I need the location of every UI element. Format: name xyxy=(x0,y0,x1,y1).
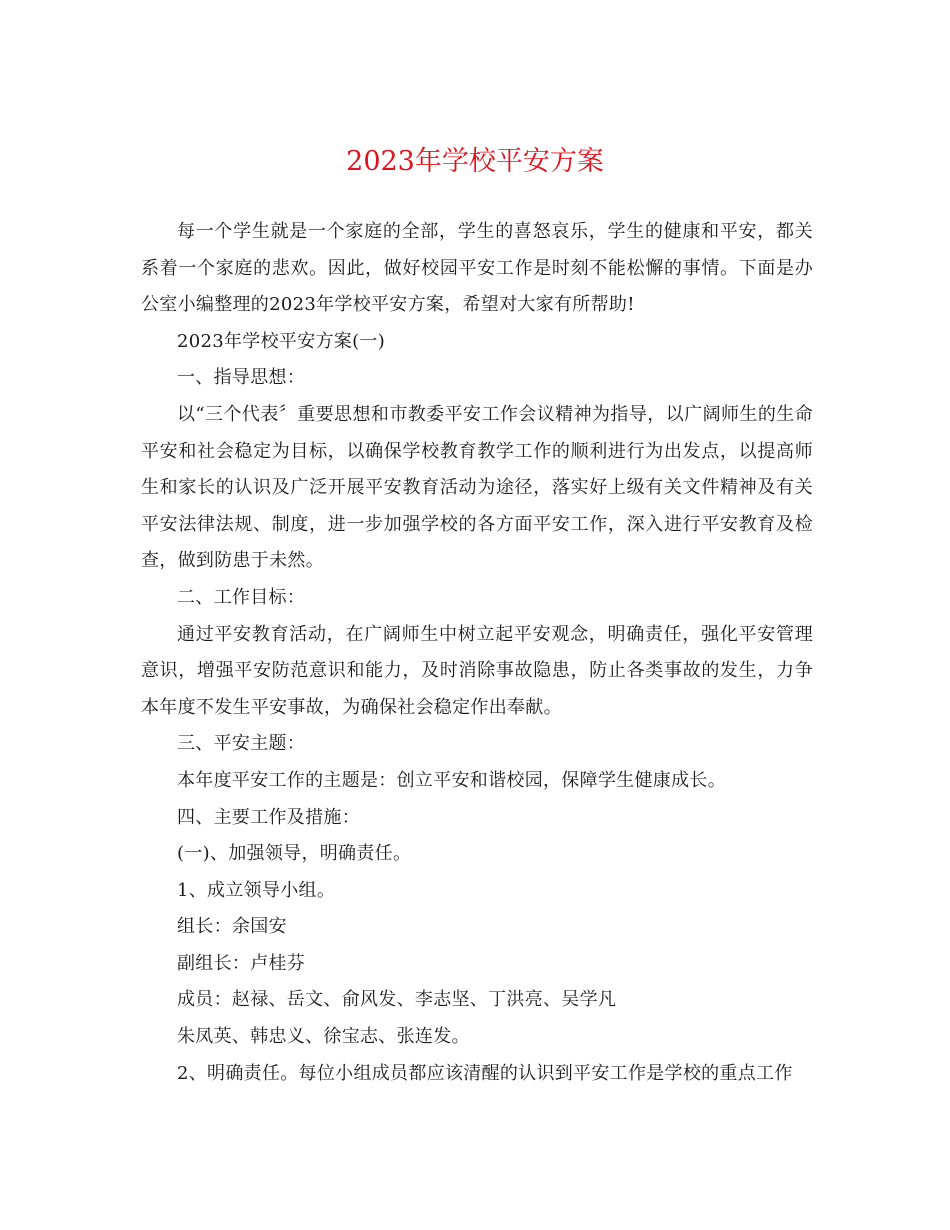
document-title: 2023年学校平安方案 xyxy=(346,146,604,177)
paragraph-members-continued: 朱凤英、韩忠义、徐宝志、张连发。 xyxy=(177,1026,470,1048)
paragraph-group-leader: 组长：余国安 xyxy=(177,916,287,938)
paragraph-heading-work-goal: 二、工作目标： xyxy=(177,586,306,608)
paragraph-safety-theme: 本年度平安工作的主题是：创立平安和谐校园，保障学生健康成长。 xyxy=(177,769,726,791)
paragraph-work-goal: 通过平安教育活动，在广阔师生中树立起平安观念，明确责任，强化平安管理意识，增强平安防范意识和能力，及时消除事故隐患，防止各类事故的发生，力争本年度不发生平安事故，为确保社会稳定作出奉献。 xyxy=(141,623,813,718)
paragraph-members: 成员：赵禄、岳文、俞风发、李志坚、丁洪亮、吴学凡 xyxy=(177,989,617,1011)
paragraph-section-heading: 2023年学校平安方案(一) xyxy=(177,330,386,352)
paragraph-item-2: 2、明确责任。每位小组成员都应该清醒的认识到平安工作是学校的重点工作 xyxy=(177,1062,793,1084)
paragraph-item-1: 1、成立领导小组。 xyxy=(177,879,336,901)
paragraph-guiding-thought: 以“三个代表〞重要思想和市教委平安工作会议精神为指导，以广阔师生的生命平安和社会稳定为目标，以确保学校教育教学工作的顺利进行为出发点，以提高师生和家长的认识及广泛开展平安教育活动为途径，落实好上级有关文件精神及有关平安法律法规、制度，进一步加强学校的各方面平安工作，深入进行平安教育及检查，做到防患于未然。 xyxy=(141,403,813,572)
document-body xyxy=(141,214,813,1092)
paragraph-deputy-leader: 副组长：卢桂芬 xyxy=(177,952,306,974)
paragraph-intro: 每一个学生就是一个家庭的全部，学生的喜怒哀乐，学生的健康和平安，都关系着一个家庭的悲欢。因此，做好校园平安工作是时刻不能松懈的事情。下面是办公室小编整理的2023年学校平安方案，希望对大家有所帮助! xyxy=(141,221,813,316)
paragraph-heading-safety-theme: 三、平安主题： xyxy=(177,733,306,755)
paragraph-heading-main-work: 四、主要工作及措施： xyxy=(177,806,360,828)
paragraph-heading-guiding-thought: 一、指导思想： xyxy=(177,367,306,389)
paragraph-subheading-leadership: (一)、加强领导，明确责任。 xyxy=(177,843,412,865)
